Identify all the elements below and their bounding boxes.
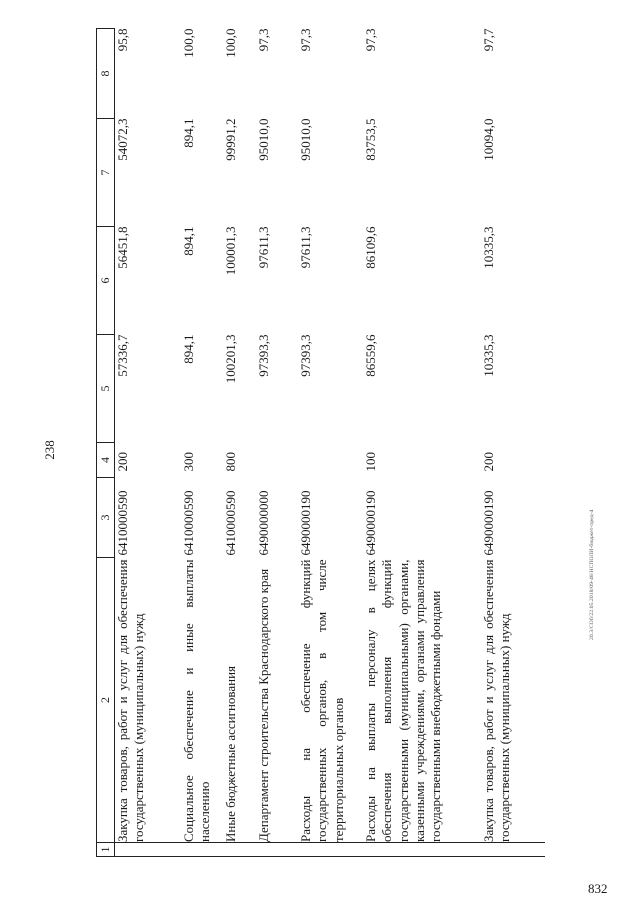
sheet-number: 238	[42, 440, 57, 460]
table-row	[363, 29, 481, 857]
row-value-5: 97393,3	[298, 334, 313, 377]
column-header: 2	[97, 558, 115, 843]
row-name: Расходы на обеспечение функций государственных органов, в том числе территориальных органов	[298, 559, 346, 842]
row-name: Расходы на выплаты персоналу в целях обеспечения выполнения функций государственными (муниципальными) органами, казенными учреждениями, органами управления государственными внебюджетными фондами	[363, 559, 444, 842]
table-row	[298, 29, 363, 857]
row-expense-type: 100	[363, 452, 378, 472]
row-expense-type: 300	[181, 452, 196, 472]
row-name: Социальное обеспечение и иные выплаты населению	[181, 559, 213, 842]
column-header: 4	[97, 443, 115, 478]
row-value-5: 86559,6	[363, 334, 378, 377]
table-row	[256, 29, 298, 857]
row-value-6: 97611,3	[298, 226, 313, 269]
row-name: Закупка товаров, работ и услуг для обеспечения государственных (муниципальных) нужд	[481, 559, 513, 842]
row-value-5: 894,1	[181, 334, 196, 364]
row-marker-cell	[223, 843, 256, 857]
row-expense-type: 200	[115, 452, 130, 472]
column-header: 8	[97, 29, 115, 119]
row-value-8: 100,0	[181, 28, 196, 58]
row-value-7: 99991,2	[223, 118, 238, 161]
row-code: 6490000000	[256, 490, 271, 556]
row-code: 6490000190	[363, 490, 378, 556]
row-value-7: 83753,5	[363, 118, 378, 161]
row-value-7: 54072,3	[115, 118, 130, 161]
row-marker-cell	[363, 843, 481, 857]
table-row	[115, 29, 182, 857]
document-code: 20.3/СОб/22.05.2018/09-48/НСПОЛИ-бюджет-пред-4	[589, 509, 595, 640]
row-value-6: 86109,6	[363, 226, 378, 269]
row-value-5: 100201,3	[223, 334, 238, 384]
row-code: 6410000590	[181, 490, 196, 556]
row-code: 6410000590	[115, 490, 130, 556]
row-value-6: 97611,3	[256, 226, 271, 269]
row-name: Закупка товаров, работ и услуг для обеспечения государственных (муниципальных) нужд	[115, 559, 147, 842]
row-value-8: 97,3	[256, 28, 271, 52]
row-value-8: 97,7	[481, 28, 496, 52]
row-value-7: 95010,0	[298, 118, 313, 161]
row-value-7: 10094,0	[481, 118, 496, 161]
column-header: 1	[97, 843, 115, 857]
column-header: 3	[97, 478, 115, 558]
budget-table	[96, 28, 545, 857]
row-value-7: 95010,0	[256, 118, 271, 161]
row-value-5: 10335,3	[481, 334, 496, 377]
column-header: 7	[97, 119, 115, 227]
table-row	[223, 29, 256, 857]
row-value-8: 95,8	[115, 28, 130, 52]
row-value-7: 894,1	[181, 118, 196, 148]
row-marker-cell	[181, 843, 223, 857]
row-marker-cell	[481, 843, 545, 857]
row-value-5: 97393,3	[256, 334, 271, 377]
page-number: 832	[588, 881, 608, 896]
table-header-row	[97, 29, 115, 857]
row-expense-type	[298, 443, 363, 478]
row-value-8: 97,3	[363, 28, 378, 52]
row-name: Департамент строительства Краснодарского края	[256, 568, 271, 842]
row-value-6: 894,1	[181, 226, 196, 256]
table-row	[181, 29, 223, 857]
table-row	[481, 29, 545, 857]
row-code: 6410000590	[223, 490, 238, 556]
row-value-5: 57336,7	[115, 334, 130, 377]
row-value-6: 100001,3	[223, 226, 238, 276]
row-value-6: 56451,8	[115, 226, 130, 269]
row-expense-type: 800	[223, 452, 238, 472]
row-marker-cell	[298, 843, 363, 857]
row-value-8: 97,3	[298, 28, 313, 52]
row-value-8: 100,0	[223, 28, 238, 58]
budget-table-rotated	[96, 29, 618, 857]
row-code: 6490000190	[298, 490, 313, 556]
row-code: 6490000190	[481, 490, 496, 556]
row-marker-cell	[115, 843, 182, 857]
column-header: 6	[97, 227, 115, 335]
column-header: 5	[97, 335, 115, 443]
row-name: Иные бюджетные ассигнования	[223, 665, 238, 842]
row-marker-cell	[256, 843, 298, 857]
row-expense-type	[256, 443, 298, 478]
row-value-6: 10335,3	[481, 226, 496, 269]
row-expense-type: 200	[481, 452, 496, 472]
